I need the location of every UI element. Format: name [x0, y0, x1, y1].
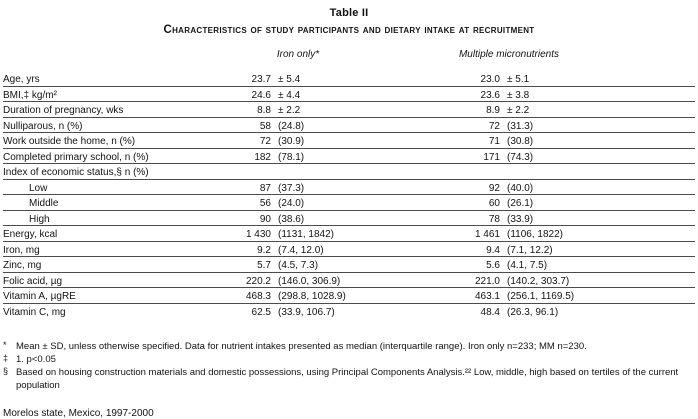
iron-only-dispersion: (7.4, 12.0) — [278, 244, 324, 256]
table-title: Characteristics of study participants and dietary intake at recruitment — [163, 24, 535, 36]
table-row — [3, 273, 695, 289]
table-row — [3, 87, 695, 103]
iron-only-value: 62.5 — [251, 306, 271, 318]
iron-only-dispersion: (4.5, 7.3) — [278, 260, 319, 271]
row-label: Folic acid, µg — [3, 275, 63, 287]
multiple-micronutrients-dispersion: (40.0) — [507, 182, 534, 194]
row-label: Index of economic status,§ n (%) — [3, 167, 149, 178]
row-label: Age, yrs — [3, 74, 40, 85]
multiple-micronutrients-dispersion: (1106, 1822) — [507, 229, 563, 240]
table-row — [3, 195, 695, 211]
footnote-text: Mean ± SD, unless otherwise specified. Data for nutrient intakes presented as median (interquartile range). Iron only n=233; MM n=230. — [16, 341, 587, 352]
row-label: Energy, kcal — [3, 229, 58, 240]
iron-only-dispersion: ± 5.4 — [278, 74, 301, 85]
column-header-iron-only: Iron only* — [276, 49, 320, 60]
row-label: Low — [29, 182, 48, 194]
multiple-micronutrients-value: 60 — [488, 198, 500, 209]
column-header-multiple-micronutrients: Multiple micronutrients — [458, 49, 560, 60]
iron-only-value: 182 — [254, 151, 271, 163]
multiple-micronutrients-value: 72 — [488, 120, 500, 132]
row-label: BMI,‡ kg/m² — [3, 89, 57, 101]
multiple-micronutrients-dispersion: (26.3, 96.1) — [507, 306, 559, 318]
footnote-text: Based on housing construction materials and domestic possessions, using Principal Components Analysis.²² Low, middle, high based on tertiles of the current population — [16, 367, 679, 391]
multiple-micronutrients-value: 1 461 — [474, 229, 500, 240]
iron-only-dispersion: (30.9) — [278, 136, 305, 147]
row-label: Iron, mg — [3, 244, 40, 256]
study-location-line: Morelos state, Mexico, 1997-2000 — [3, 408, 154, 419]
iron-only-value: 8.8 — [257, 105, 271, 116]
table-row — [3, 102, 695, 118]
footnote-economic-index — [3, 366, 695, 392]
table-row — [3, 118, 695, 134]
iron-only-value: 23.7 — [251, 74, 271, 85]
multiple-micronutrients-value: 171 — [483, 151, 500, 163]
iron-only-value: 1 430 — [245, 229, 271, 240]
table-row — [3, 226, 695, 242]
iron-only-dispersion: ± 2.2 — [278, 105, 301, 116]
multiple-micronutrients-value: 9.4 — [486, 244, 500, 256]
footnote-pvalue — [3, 353, 695, 366]
table-row — [3, 257, 695, 273]
footnote-marker-double-dagger: ‡ — [3, 352, 9, 363]
row-label: Completed primary school, n (%) — [3, 151, 149, 163]
iron-only-value: 87 — [259, 182, 271, 194]
table-row — [3, 164, 695, 180]
multiple-micronutrients-dispersion: ± 5.1 — [507, 74, 530, 85]
iron-only-dispersion: (24.0) — [278, 198, 305, 209]
column-headers — [3, 49, 695, 62]
multiple-micronutrients-value: 23.6 — [480, 89, 500, 101]
multiple-micronutrients-dispersion: (4.1, 7.5) — [507, 260, 548, 271]
multiple-micronutrients-value: 48.4 — [480, 306, 500, 318]
row-label: Zinc, mg — [3, 260, 42, 271]
table-row — [3, 242, 695, 258]
multiple-micronutrients-dispersion: (74.3) — [507, 151, 534, 163]
footnote-mean-sd — [3, 340, 695, 353]
multiple-micronutrients-dispersion: (7.1, 12.2) — [507, 244, 553, 256]
iron-only-value: 90 — [259, 213, 271, 225]
iron-only-value: 468.3 — [245, 291, 271, 302]
footnote-marker-section: § — [3, 365, 9, 376]
row-label: Work outside the home, n (%) — [3, 136, 136, 147]
table-number: Table II — [329, 7, 369, 19]
footnote-text: 1. p<0.05 — [16, 354, 56, 365]
footnote-marker-asterisk: * — [3, 339, 7, 350]
iron-only-value: 72 — [259, 136, 271, 147]
iron-only-dispersion: (298.8, 1028.9) — [278, 291, 346, 302]
table-body — [3, 71, 695, 319]
table-row — [3, 133, 695, 149]
iron-only-value: 56 — [259, 198, 271, 209]
row-label: Nulliparous, n (%) — [3, 120, 83, 132]
table-row — [3, 71, 695, 87]
table-row — [3, 288, 695, 304]
iron-only-dispersion: (146.0, 306.9) — [278, 275, 341, 287]
row-label: Vitamin C, mg — [3, 306, 66, 318]
row-label: Duration of pregnancy, wks — [3, 105, 124, 116]
multiple-micronutrients-value: 8.9 — [486, 105, 500, 116]
iron-only-dispersion: ± 4.4 — [278, 89, 301, 101]
table-row — [3, 180, 695, 196]
multiple-micronutrients-value: 221.0 — [474, 275, 500, 287]
multiple-micronutrients-value: 71 — [488, 136, 500, 147]
multiple-micronutrients-value: 23.0 — [480, 74, 500, 85]
iron-only-dispersion: (37.3) — [278, 182, 305, 194]
iron-only-value: 5.7 — [257, 260, 271, 271]
multiple-micronutrients-value: 463.1 — [474, 291, 500, 302]
table-row — [3, 149, 695, 165]
multiple-micronutrients-dispersion: (33.9) — [507, 213, 534, 225]
footnotes — [3, 340, 695, 392]
multiple-micronutrients-dispersion: (30.8) — [507, 136, 534, 147]
multiple-micronutrients-value: 92 — [488, 182, 500, 194]
iron-only-value: 58 — [259, 120, 271, 132]
iron-only-dispersion: (33.9, 106.7) — [278, 306, 335, 318]
iron-only-dispersion: (1131, 1842) — [278, 229, 334, 240]
row-label: Middle — [29, 198, 59, 209]
row-label: High — [29, 213, 50, 225]
table-row — [3, 211, 695, 227]
table-row — [3, 304, 695, 320]
multiple-micronutrients-dispersion: ± 2.2 — [507, 105, 530, 116]
multiple-micronutrients-dispersion: (31.3) — [507, 120, 534, 132]
row-label: Vitamin A, µgRE — [3, 291, 76, 302]
iron-only-dispersion: (38.6) — [278, 213, 305, 225]
iron-only-dispersion: (24.8) — [278, 120, 305, 132]
multiple-micronutrients-value: 78 — [488, 213, 500, 225]
multiple-micronutrients-value: 5.6 — [486, 260, 500, 271]
iron-only-value: 24.6 — [251, 89, 271, 101]
multiple-micronutrients-dispersion: ± 3.8 — [507, 89, 530, 101]
iron-only-value: 220.2 — [245, 275, 271, 287]
multiple-micronutrients-dispersion: (140.2, 303.7) — [507, 275, 570, 287]
multiple-micronutrients-dispersion: (26.1) — [507, 198, 534, 209]
multiple-micronutrients-dispersion: (256.1, 1169.5) — [507, 291, 575, 302]
iron-only-dispersion: (78.1) — [278, 151, 305, 163]
iron-only-value: 9.2 — [257, 244, 271, 256]
